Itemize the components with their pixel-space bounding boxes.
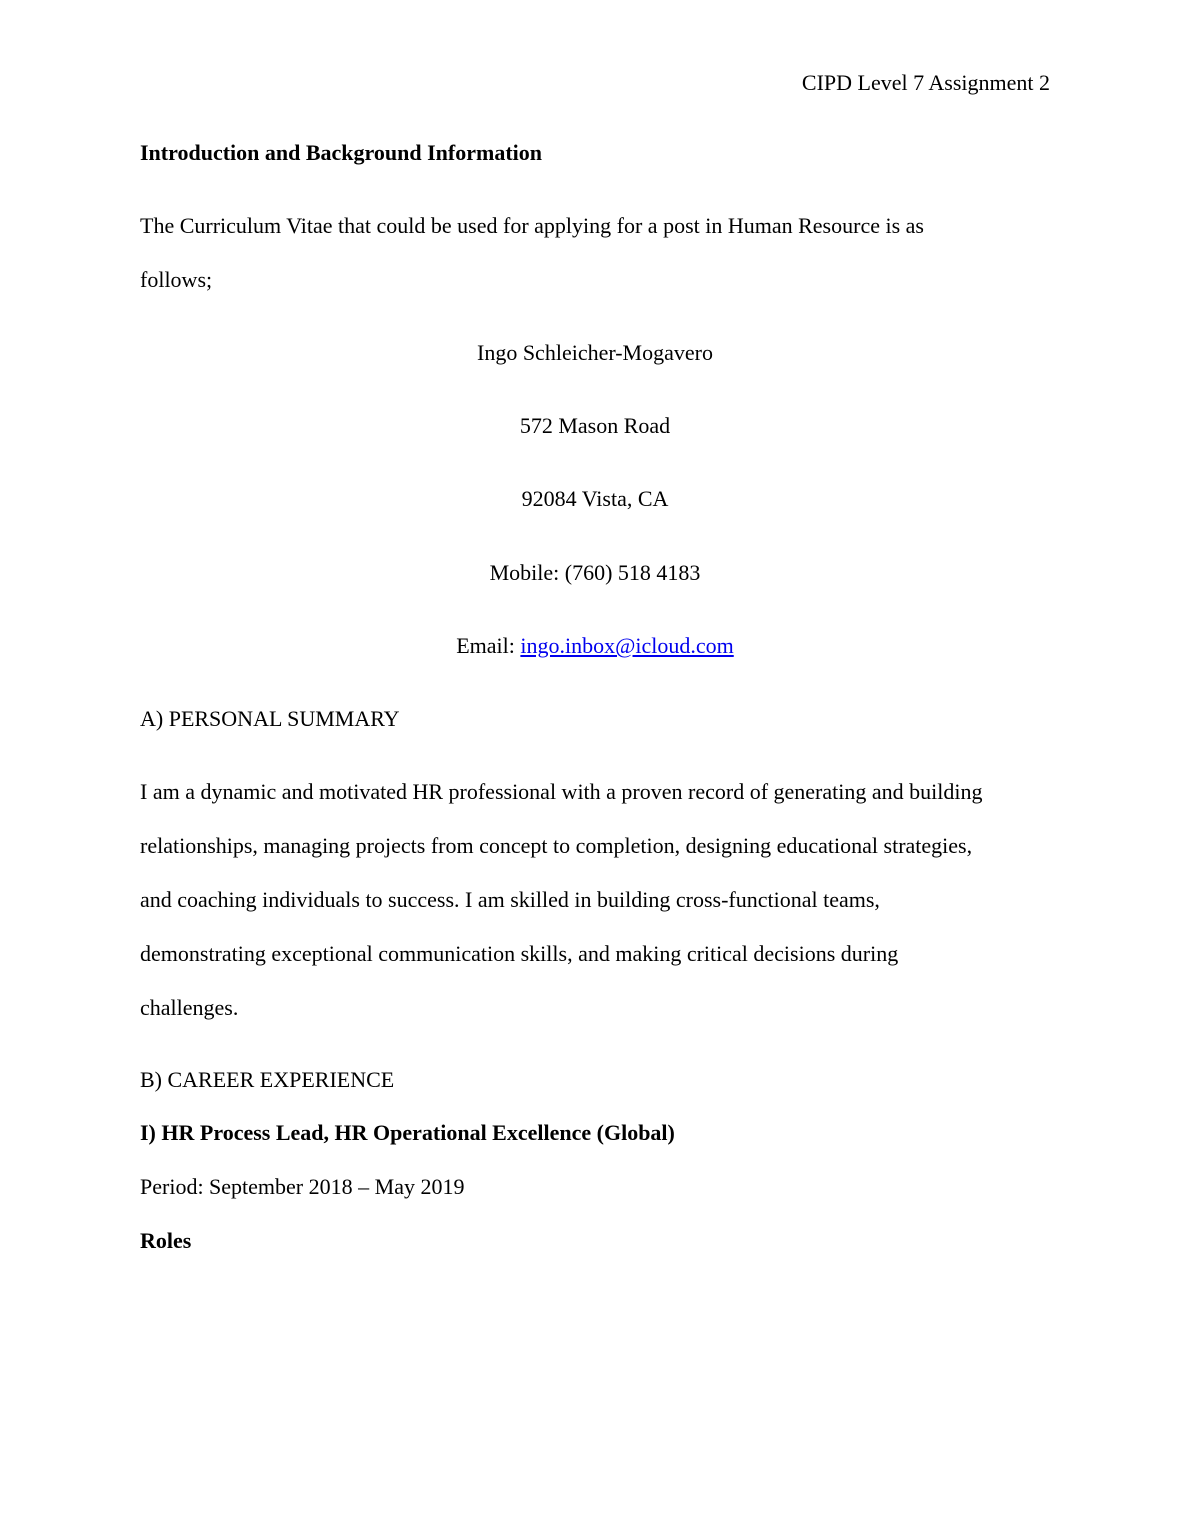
summary-line: challenges.: [140, 995, 239, 1020]
cv-city: 92084 Vista, CA: [521, 486, 669, 511]
intro-line: follows;: [140, 267, 213, 292]
intro-line: The Curriculum Vitae that could be used for applying for a post in Human Resource is as: [140, 213, 924, 238]
job-roles-label: Roles: [140, 1228, 192, 1253]
intro-heading: Introduction and Background Information: [140, 140, 543, 165]
summary-line: I am a dynamic and motivated HR professional with a proven record of generating and building: [140, 779, 983, 804]
summary-line: relationships, managing projects from concept to completion, designing educational strategies,: [140, 833, 973, 858]
summary-line: and coaching individuals to success. I am skilled in building cross-functional teams,: [140, 887, 880, 912]
cv-street: 572 Mason Road: [519, 413, 671, 438]
cv-name: Ingo Schleicher-Mogavero: [477, 340, 713, 365]
running-header: CIPD Level 7 Assignment 2: [801, 70, 1050, 95]
cv-email-line: [0, 632, 1190, 660]
summary-line: demonstrating exceptional communication skills, and making critical decisions during: [140, 941, 899, 966]
career-experience-heading: B) CAREER EXPERIENCE: [140, 1067, 395, 1092]
job-title: I) HR Process Lead, HR Operational Excellence (Global): [140, 1120, 675, 1145]
email-link[interactable]: ingo.inbox@icloud.com: [520, 633, 734, 658]
cv-mobile: Mobile: (760) 518 4183: [489, 560, 701, 585]
personal-summary-paragraph: [140, 778, 1050, 1048]
job-period: Period: September 2018 – May 2019: [140, 1174, 465, 1199]
personal-summary-heading: A) PERSONAL SUMMARY: [140, 706, 400, 731]
email-label: Email:: [456, 633, 521, 658]
intro-paragraph: [140, 212, 1050, 320]
